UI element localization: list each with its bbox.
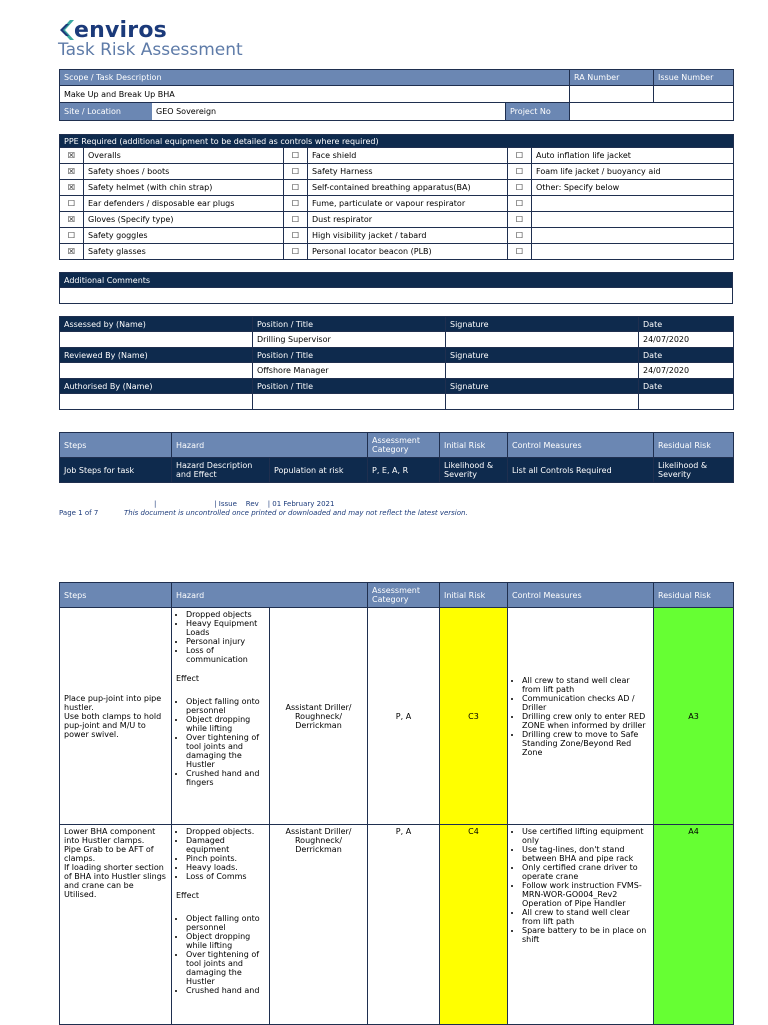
ppe-item-label: Safety glasses [84,244,284,260]
controls-cell [508,825,654,1025]
ppe-header: PPE Required (additional equipment to be detailed as controls where required) [60,135,734,148]
job-steps-label: Job Steps for task [60,458,172,483]
hazard-heading-2: Hazard [172,583,368,608]
ppe-checkbox[interactable]: ☐ [284,212,308,228]
signoff-signature-field[interactable] [446,394,639,410]
ppe-row [60,164,734,180]
signoff-name-field[interactable] [60,363,253,379]
comments-field[interactable] [60,288,733,304]
effect-item: • Over tightening of tool joints and damaging the Hustler [186,733,265,769]
ppe-row [60,180,734,196]
ppe-row [60,196,734,212]
signoff-signature-label: Signature [446,379,639,394]
hazard-cell [172,825,270,1025]
risk-row [60,608,734,825]
initial-risk-cell: C4 [440,825,508,1025]
ppe-checkbox[interactable]: ☐ [508,164,532,180]
ppe-row [60,212,734,228]
site-label: Site / Location [64,107,121,116]
risk-row [60,825,734,1025]
ppe-item-label: Auto inflation life jacket [532,148,734,164]
ppe-checkbox[interactable]: ☐ [284,196,308,212]
step-text: Lower BHA component into Hustler clamps. [64,827,156,845]
ppe-item-label: Self-contained breathing apparatus(BA) [308,180,508,196]
category-cell: P, A [368,608,440,825]
signoff-table [59,316,734,410]
signoff-date-label: Date [639,317,734,332]
control-item: • All crew to stand well clear from lift path [522,676,649,694]
ppe-checkbox[interactable]: ☐ [60,196,84,212]
effect-item: • Over tightening of tool joints and damaging the Hustler [186,950,265,986]
ppe-item-label [532,212,734,228]
control-heading-2: Control Measures [508,583,654,608]
ppe-checkbox[interactable]: ☐ [508,212,532,228]
effect-list [176,914,265,995]
ppe-item-label [532,196,734,212]
hazard-list [176,610,265,664]
effect-item: • Object falling onto personnel [186,697,265,715]
ppe-table [59,134,734,260]
site-row [60,103,506,121]
comments-label: Additional Comments [60,273,733,288]
comments-table [59,272,733,304]
ppe-checkbox[interactable]: ☐ [284,148,308,164]
ppe-item-label [532,228,734,244]
hazard-heading: Hazard [172,433,368,458]
page-title: Task Risk Assessment [58,40,243,60]
controls-cell [508,608,654,825]
ppe-checkbox[interactable]: ☐ [508,196,532,212]
ppe-item-label: Face shield [308,148,508,164]
ppe-item-label: Foam life jacket / buoyancy aid [532,164,734,180]
controls-list [512,827,649,944]
signoff-name-label: Assessed by (Name) [60,317,253,332]
hazard-item: • Dropped objects. [186,827,265,836]
step-text: Use both clamps to hold pup-joint and M/U to power swivel. [64,711,162,739]
ppe-checkbox[interactable]: ☒ [60,164,84,180]
hazard-item: • Loss of communication [186,646,265,664]
ppe-item-label: Safety helmet (with chin strap) [84,180,284,196]
ra-number-value[interactable] [570,86,654,103]
population-cell: Assistant Driller/ Roughneck/ Derrickman [270,608,368,825]
assessment-heading-2: Assessment Category [368,583,440,608]
ppe-checkbox[interactable]: ☐ [284,244,308,260]
ppe-item-label: Gloves (Specify type) [84,212,284,228]
footer-page: Page 1 of 7 [59,509,99,517]
issue-number-value[interactable] [654,86,734,103]
signoff-position-value[interactable]: Drilling Supervisor [253,332,446,348]
residual-risk-cell: A3 [654,608,734,825]
signoff-date-value[interactable] [639,394,734,410]
control-item: • Drilling crew to move to Safe Standing Zone/Beyond Red Zone [522,730,649,757]
control-item: • Communication checks AD / Driller [522,694,649,712]
enviros-logo-icon [58,20,74,40]
signoff-date-label: Date [639,379,734,394]
effect-item: • Crushed hand and fingers [186,769,265,787]
footer-issue-line: | | Issue Rev | 01 February 2021 [154,500,335,508]
ppe-item-label: Personal locator beacon (PLB) [308,244,508,260]
signoff-signature-field[interactable] [446,332,639,348]
ppe-item-label: Fume, particulate or vapour respirator [308,196,508,212]
steps-heading-2: Steps [60,583,172,608]
ppe-checkbox[interactable]: ☐ [508,244,532,260]
initial-risk-heading: Initial Risk [440,433,508,458]
ppe-item-label [532,244,734,260]
ppe-checkbox[interactable]: ☐ [60,228,84,244]
ppe-checkbox[interactable]: ☒ [60,244,84,260]
likelihood-label: Likelihood & Severity [440,458,508,483]
effect-label: Effect [176,674,200,683]
ppe-checkbox[interactable]: ☒ [60,148,84,164]
signoff-position-label: Position / Title [253,379,446,394]
ppe-item-label: Safety Harness [308,164,508,180]
population-label: Population at risk [270,458,368,483]
step-cell [60,825,172,1025]
effect-item: • Object falling onto personnel [186,914,265,932]
ppe-checkbox[interactable]: ☐ [508,228,532,244]
signoff-signature-field[interactable] [446,363,639,379]
risk-table [59,582,734,1025]
residual-heading-2: Residual Risk [654,583,734,608]
signoff-position-value[interactable] [253,394,446,410]
hazard-cell [172,608,270,825]
hazard-list [176,827,265,881]
effect-list [176,697,265,787]
residual-risk-cell: A4 [654,825,734,1025]
residual-heading: Residual Risk [654,433,734,458]
effect-item: • Object dropping while lifting [186,932,265,950]
controls-label: List all Controls Required [508,458,654,483]
signoff-date-value[interactable]: 24/07/2020 [639,363,734,379]
ppe-checkbox[interactable]: ☒ [60,212,84,228]
footer-note: This document is uncontrolled once printed or downloaded and may not reflect the latest version. [124,509,468,517]
project-no-value[interactable] [570,103,734,121]
hazard-item: • Loss of Comms [186,872,265,881]
signoff-name-label: Reviewed By (Name) [60,348,253,363]
hazard-item: • Personal injury [186,637,265,646]
ppe-item-label: Other: Specify below [532,180,734,196]
signoff-value-row [60,332,734,348]
hazard-item: • Heavy Equipment Loads [186,619,265,637]
ppe-checkbox[interactable]: ☐ [508,148,532,164]
signoff-header-row [60,348,734,363]
site-value[interactable]: GEO Sovereign [152,103,505,120]
assessment-heading: Assessment Category [368,433,440,458]
ppe-item-label: Safety shoes / boots [84,164,284,180]
signoff-position-label: Position / Title [253,348,446,363]
effect-item: • Crushed hand and [186,986,265,995]
ppe-checkbox[interactable]: ☐ [508,180,532,196]
ppe-row [60,148,734,164]
steps-heading: Steps [60,433,172,458]
signoff-name-field[interactable] [60,394,253,410]
signoff-name-label: Authorised By (Name) [60,379,253,394]
hazard-item: • Heavy loads. [186,863,265,872]
signoff-header-row [60,379,734,394]
initial-risk-heading-2: Initial Risk [440,583,508,608]
hazard-item: • Dropped objects [186,610,265,619]
control-item: • All crew to stand well clear from lift path [522,908,649,926]
logo-text: enviros [74,18,167,43]
ppe-checkbox[interactable]: ☐ [284,164,308,180]
steps-header-table [59,432,734,483]
step-text: If loading shorter section of BHA into Hustler slings and crane can be Utilised. [64,863,166,899]
control-item: • Only certified crane driver to operate crane [522,863,649,881]
likelihood2-label: Likelihood & Severity [654,458,734,483]
ppe-checkbox[interactable]: ☐ [284,180,308,196]
step-cell [60,608,172,825]
issue-number-label: Issue Number [654,70,734,86]
ppe-checkbox[interactable]: ☐ [284,228,308,244]
control-item: • Spare battery to be in place on shift [522,926,649,944]
scope-label: Scope / Task Description [60,70,570,86]
signoff-signature-label: Signature [446,317,639,332]
signoff-signature-label: Signature [446,348,639,363]
initial-risk-cell: C3 [440,608,508,825]
ra-number-label: RA Number [570,70,654,86]
control-heading: Control Measures [508,433,654,458]
ppe-item-label: Dust respirator [308,212,508,228]
controls-list [512,676,649,757]
signoff-date-value[interactable]: 24/07/2020 [639,332,734,348]
scope-table [59,69,734,121]
categories-label: P, E, A, R [368,458,440,483]
ppe-item-label: Safety goggles [84,228,284,244]
control-item: • Use certified lifting equipment only [522,827,649,845]
signoff-header-row [60,317,734,332]
population-cell: Assistant Driller/ Roughneck/ Derrickman [270,825,368,1025]
control-item: • Use tag-lines, don't stand between BHA and pipe rack [522,845,649,863]
signoff-value-row [60,363,734,379]
ppe-item-label: High visibility jacket / tabard [308,228,508,244]
effect-item: • Object dropping while lifting [186,715,265,733]
project-no-label: Project No [506,103,570,121]
scope-value[interactable]: Make Up and Break Up BHA [60,86,570,103]
signoff-position-value[interactable]: Offshore Manager [253,363,446,379]
ppe-checkbox[interactable]: ☒ [60,180,84,196]
ppe-item-label: Ear defenders / disposable ear plugs [84,196,284,212]
hazard-desc-label: Hazard Description and Effect [172,458,270,483]
signoff-name-field[interactable] [60,332,253,348]
step-text: Pipe Grab to be AFT of clamps. [64,845,154,863]
hazard-item: • Damaged equipment [186,836,265,854]
step-text: Place pup-joint into pipe hustler. [64,693,162,712]
signoff-value-row [60,394,734,410]
control-item: • Drilling crew only to enter RED ZONE when informed by driller [522,712,649,730]
signoff-date-label: Date [639,348,734,363]
control-item: • Follow work instruction FVMS-MRN-WOR-GO004_Rev2 Operation of Pipe Handler [522,881,649,908]
category-cell: P, A [368,825,440,1025]
hazard-item: • Pinch points. [186,854,265,863]
ppe-row [60,244,734,260]
ppe-row [60,228,734,244]
effect-label: Effect [176,891,200,900]
signoff-position-label: Position / Title [253,317,446,332]
ppe-item-label: Overalls [84,148,284,164]
